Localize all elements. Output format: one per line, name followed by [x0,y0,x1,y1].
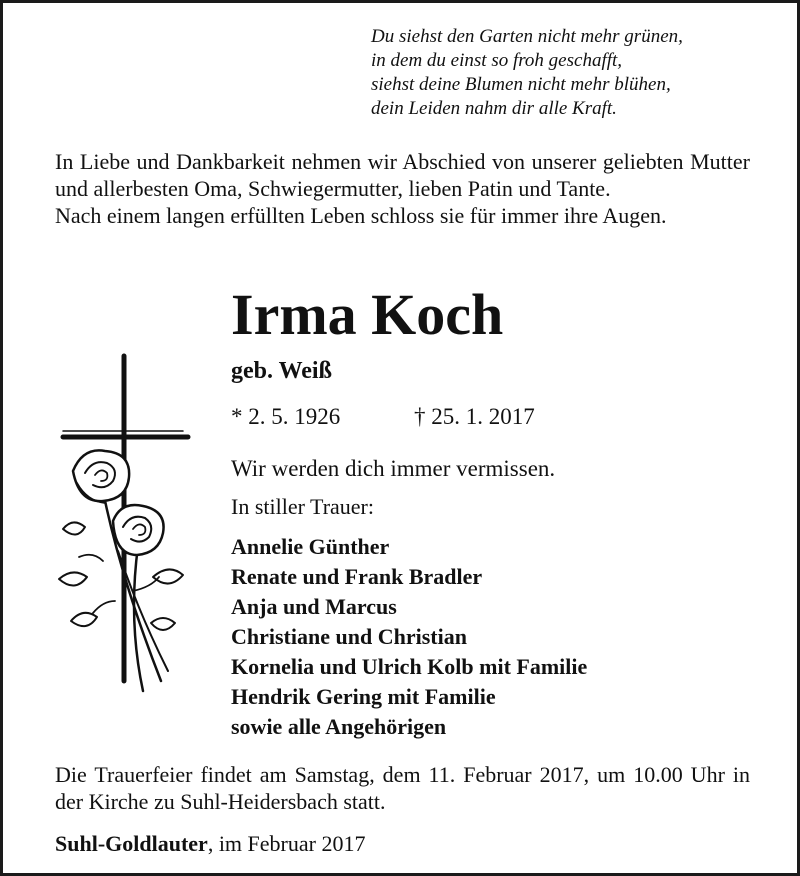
intro-paragraph: Nach einem langen erfüllten Leben schloss sie für immer ihre Augen. [55,203,667,228]
mourner-entry: Renate und Frank Bradler [231,564,483,589]
death-date: † 25. 1. 2017 [414,404,535,429]
mourning-label: In stiller Trauer: [231,494,374,519]
mourner-entry: Kornelia und Ulrich Kolb mit Familie [231,654,588,679]
poem-verse [371,25,771,121]
mourner-entry: Hendrik Gering mit Familie [231,684,496,709]
intro-paragraph: In Liebe und Dankbarkeit nehmen wir Abschied von unserer geliebten Mutter und allerbesten Oma, Schwiegermutter, lieben Patin und Tante. [55,149,750,201]
closing-line [55,829,365,859]
deceased-name: Irma Koch [231,282,504,347]
mourner-entry: Anja und Marcus [231,594,397,619]
mourner-entry: Annelie Günther [231,534,390,559]
poem-line: Du siehst den Garten nicht mehr grünen, [371,26,683,47]
birth-name: geb. Weiß [231,358,332,384]
intro-text [55,148,750,229]
poem-line: dein Leiden nahm dir alle Kraft. [371,98,617,119]
closing-date: , im Februar 2017 [207,831,366,856]
closing-place: Suhl-Goldlauter [55,831,208,856]
poem-line: in dem du einst so froh geschafft, [371,50,623,71]
birth-date: * 2. 5. 1926 [231,404,341,429]
mourner-entry: Christiane und Christian [231,624,467,649]
mourners-list [231,532,587,742]
cross-with-roses-icon [43,351,203,701]
memorial-message: Wir werden dich immer vermissen. [231,456,556,481]
poem-line: siehst deine Blumen nicht mehr blühen, [371,74,671,95]
ceremony-notice: Die Trauerfeier findet am Samstag, dem 11. Februar 2017, um 10.00 Uhr in der Kirche zu Suhl-Heidersbach statt. [55,762,750,814]
mourner-entry: sowie alle Angehörigen [231,714,447,739]
